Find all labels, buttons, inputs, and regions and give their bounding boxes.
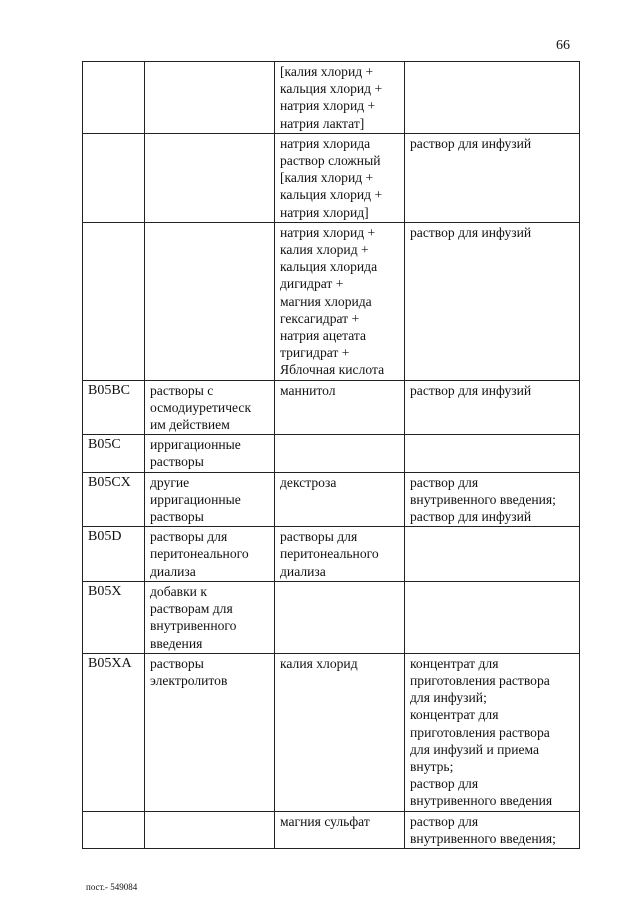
- table-row: [83, 653, 580, 811]
- atc-code-cell: [83, 380, 145, 435]
- cell-line: магния хлорида: [280, 293, 372, 309]
- cell-line: перитонеального: [280, 546, 379, 562]
- cell-line: раствор для: [410, 474, 479, 490]
- dosage-form-cell: [405, 527, 580, 582]
- cell-line: калия хлорид +: [280, 242, 369, 258]
- page-number: 66: [556, 38, 570, 53]
- dosage-form-cell: [405, 472, 580, 527]
- dosage-form-cell: [405, 435, 580, 472]
- drug-name-cell: [275, 527, 405, 582]
- atc-code-cell: [83, 472, 145, 527]
- cell-line: растворы: [150, 454, 204, 470]
- atc-code-cell: [83, 435, 145, 472]
- atc-code-cell: [83, 62, 145, 134]
- cell-line: осмодиуретическ: [150, 399, 252, 415]
- atc-code-cell: [83, 222, 145, 380]
- cell-line: гексагидрат +: [280, 310, 360, 326]
- cell-line: натрия хлорида: [280, 135, 371, 151]
- cell-line: раствор для: [410, 813, 479, 829]
- table-row: [83, 222, 580, 380]
- cell-line: введения: [150, 635, 203, 651]
- table-row: [83, 581, 580, 653]
- atc-code-cell: [83, 133, 145, 222]
- cell-line: декстроза: [280, 474, 337, 490]
- cell-line: магния сульфат: [280, 813, 370, 829]
- drug-name-cell: [275, 62, 405, 134]
- drug-name-cell: [275, 380, 405, 435]
- table-row: [83, 380, 580, 435]
- cell-line: B05X: [88, 583, 122, 599]
- dosage-form-cell: [405, 380, 580, 435]
- cell-line: B05BC: [88, 382, 131, 398]
- cell-line: растворы: [150, 509, 204, 525]
- cell-line: дигидрат +: [280, 276, 344, 292]
- cell-line: диализа: [150, 563, 196, 579]
- dosage-form-cell: [405, 581, 580, 653]
- drug-name-cell: [275, 653, 405, 811]
- cell-line: [калия хлорид +: [280, 170, 374, 186]
- atc-code-cell: [83, 811, 145, 848]
- cell-line: калия хлорид: [280, 655, 358, 671]
- cell-line: им действием: [150, 417, 230, 433]
- cell-line: растворам для: [150, 601, 233, 617]
- dosage-form-cell: [405, 62, 580, 134]
- atc-code-cell: [83, 653, 145, 811]
- cell-line: B05D: [88, 529, 122, 545]
- cell-line: для инфузий и приема: [410, 741, 540, 757]
- table-row: [83, 62, 580, 134]
- cell-line: кальция хлорид +: [280, 187, 383, 203]
- table-row: [83, 472, 580, 527]
- cell-line: натрия лактат]: [280, 115, 365, 131]
- cell-line: внутривенного: [150, 618, 237, 634]
- cell-line: ирригационные: [150, 491, 241, 507]
- cell-line: растворы: [150, 655, 204, 671]
- cell-line: внутривенного введения: [410, 793, 553, 809]
- cell-line: раствор для инфузий: [410, 509, 532, 525]
- table-row: [83, 133, 580, 222]
- cell-line: кальция хлорида: [280, 259, 378, 275]
- cell-line: натрия хлорид +: [280, 98, 376, 114]
- cell-line: натрия хлорид]: [280, 204, 369, 220]
- cell-line: приготовления раствора: [410, 672, 550, 688]
- pharm-group-cell: [145, 62, 275, 134]
- cell-line: внутривенного введения;: [410, 830, 556, 846]
- cell-line: внутрь;: [410, 758, 454, 774]
- cell-line: добавки к: [150, 583, 207, 599]
- table-row: [83, 811, 580, 848]
- drug-name-cell: [275, 811, 405, 848]
- cell-line: растворы для: [150, 529, 228, 545]
- cell-line: натрия хлорид +: [280, 224, 376, 240]
- dosage-form-cell: [405, 133, 580, 222]
- cell-line: электролитов: [150, 672, 228, 688]
- cell-line: маннитол: [280, 382, 336, 398]
- pharm-group-cell: [145, 380, 275, 435]
- pharm-group-cell: [145, 653, 275, 811]
- cell-line: концентрат для: [410, 707, 499, 723]
- cell-line: другие: [150, 474, 190, 490]
- cell-line: растворы для: [280, 529, 358, 545]
- cell-line: раствор для инфузий: [410, 224, 532, 240]
- drug-table: [82, 61, 580, 849]
- cell-line: натрия ацетата: [280, 328, 367, 344]
- cell-line: B05XA: [88, 655, 132, 671]
- cell-line: ирригационные: [150, 437, 241, 453]
- cell-line: приготовления раствора: [410, 724, 550, 740]
- pharm-group-cell: [145, 222, 275, 380]
- footer-code: пост.- 549084: [86, 882, 138, 892]
- pharm-group-cell: [145, 435, 275, 472]
- drug-name-cell: [275, 472, 405, 527]
- dosage-form-cell: [405, 811, 580, 848]
- cell-line: B05C: [88, 437, 121, 453]
- drug-name-cell: [275, 581, 405, 653]
- cell-line: кальция хлорид +: [280, 81, 383, 97]
- table-row: [83, 527, 580, 582]
- cell-line: [калия хлорид +: [280, 64, 374, 79]
- cell-line: раствор для: [410, 776, 479, 792]
- atc-code-cell: [83, 581, 145, 653]
- cell-line: для инфузий;: [410, 690, 487, 706]
- drug-name-cell: [275, 133, 405, 222]
- dosage-form-cell: [405, 222, 580, 380]
- cell-line: диализа: [280, 563, 326, 579]
- cell-line: концентрат для: [410, 655, 499, 671]
- cell-line: раствор для инфузий: [410, 135, 532, 151]
- cell-line: Яблочная кислота: [280, 362, 385, 378]
- cell-line: раствор для инфузий: [410, 382, 532, 398]
- cell-line: тригидрат +: [280, 345, 350, 361]
- atc-code-cell: [83, 527, 145, 582]
- cell-line: перитонеального: [150, 546, 249, 562]
- pharm-group-cell: [145, 527, 275, 582]
- drug-name-cell: [275, 435, 405, 472]
- pharm-group-cell: [145, 811, 275, 848]
- dosage-form-cell: [405, 653, 580, 811]
- pharm-group-cell: [145, 581, 275, 653]
- cell-line: раствор сложный: [280, 153, 381, 169]
- cell-line: внутривенного введения;: [410, 491, 556, 507]
- table-body: [83, 62, 580, 849]
- table-row: [83, 435, 580, 472]
- cell-line: B05CX: [88, 474, 131, 490]
- pharm-group-cell: [145, 472, 275, 527]
- pharm-group-cell: [145, 133, 275, 222]
- drug-name-cell: [275, 222, 405, 380]
- cell-line: растворы с: [150, 382, 214, 398]
